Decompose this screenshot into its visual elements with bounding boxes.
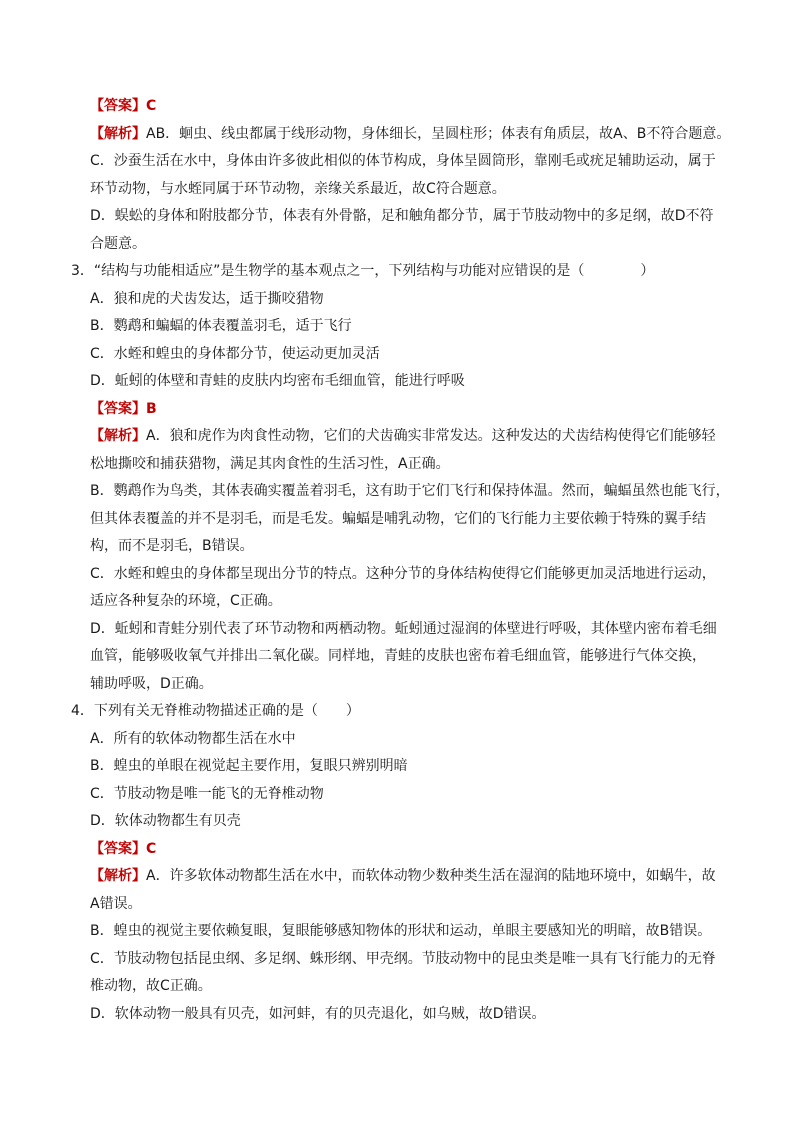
q3-analysis-line-4: 构，而不是羽毛，B错误。 (90, 538, 254, 554)
q4-stem: 4．下列有关无脊椎动物描述正确的是（ ） (71, 703, 360, 719)
q3-option-d: D．蚯蚓的体壁和青蛙的皮肤内均密布毛细血管，能进行呼吸 (90, 373, 465, 389)
analysis-tag: 【解析】 (90, 428, 146, 444)
q2-analysis-line-1: C．沙蚕生活在水中，身体由许多彼此相似的体节构成，身体呈圆筒形，靠刚毛或疣足辅助运动，属于 (90, 153, 716, 169)
q2-analysis-line-0 (71, 121, 733, 149)
analysis-tag: 【解析】 (90, 125, 146, 142)
q4-option-c: C．节肢动物是唯一能飞的无脊椎动物 (90, 785, 324, 802)
q2-analysis-line-2: 环节动物，与水蛭同属于环节动物，亲缘关系最近，故C符合题意。 (90, 180, 506, 197)
q4-analysis-line-2: B．蝗虫的视觉主要依赖复眼，复眼能够感知物体的形状和运动，单眼主要感知光的明暗，故B错误。 (90, 923, 712, 939)
q3-analysis-line-8: 血管，能够吸收氧气并排出二氧化碳。同样地，青蛙的皮肤也密布着毛细血管，能够进行气体交换， (90, 648, 706, 664)
q2-analysis-line-3: D．蜈蚣的身体和附肢都分节，体表有外骨骼，足和触角都分节，属于节肢动物中的多足纲，故D不符 (90, 208, 714, 224)
q4-analysis-line-1: A错误。 (90, 895, 142, 912)
answer-tag: 【答案】 (90, 840, 146, 857)
q4-answer-value: C (146, 840, 157, 857)
q3-analysis-text-0: A．狼和虎作为肉食性动物，它们的犬齿确实非常发达。这种发达的犬齿结构使得它们能够轻 (146, 428, 716, 444)
answer-tag: 【答案】 (90, 98, 146, 114)
q3-stem: 3．“结构与功能相适应”是生物学的基本观点之一，下列结构与功能对应错误的是（ ） (71, 263, 655, 279)
q3-analysis-line-2: B．鹦鹉作为鸟类，其体表确实覆盖着羽毛，这有助于它们飞行和保持体温。然而，蝙蝠虽然也能飞行， (90, 483, 730, 499)
q3-analysis-line-6: 适应各种复杂的环境，C正确。 (90, 593, 282, 609)
q3-analysis-line-1: 松地撕咬和捕获猎物，满足其肉食性的生活习性，A正确。 (90, 455, 450, 472)
q3-option-c: C．水蛭和蝗虫的身体都分节，使运动更加灵活 (90, 345, 380, 362)
q3-option-b: B．鹦鹉和蝙蝠的体表覆盖羽毛，适于飞行 (90, 318, 352, 334)
q4-option-b: B．蝗虫的单眼在视觉起主要作用，复眼只辨别明暗 (90, 758, 408, 774)
analysis-tag: 【解析】 (90, 868, 146, 884)
q4-analysis-line-4: 椎动物，故C正确。 (90, 978, 212, 994)
q3-analysis-line-0 (71, 423, 733, 451)
q3-analysis-line-9: 辅助呼吸，D正确。 (90, 675, 213, 692)
q4-analysis-line-3: C．节肢动物包括昆虫纲、多足纲、蛛形纲、甲壳纲。节肢动物中的昆虫类是唯一具有飞行能力的无脊 (90, 950, 716, 967)
q3-answer-value: B (146, 400, 157, 417)
q2-answer-line (71, 93, 733, 121)
q4-analysis-line-5: D．软体动物一般具有贝壳，如河蚌，有的贝壳退化，如乌贼，故D错误。 (90, 1005, 546, 1022)
q4-option-d: D．软体动物都生有贝壳 (90, 813, 241, 829)
q3-analysis-line-7: D．蚯蚓和青蛙分别代表了环节动物和两栖动物。蚯蚓通过湿润的体壁进行呼吸，其体壁内密布着毛细 (90, 620, 717, 637)
page-content (71, 93, 733, 1028)
q4-analysis-line-0 (71, 863, 733, 891)
q4-answer-line (71, 836, 733, 864)
q3-analysis-line-5: C．水蛭和蝗虫的身体都呈现出分节的特点。这种分节的身体结构使得它们能够更加灵活地进行运动， (90, 565, 716, 582)
q2-analysis-text-0: AB．蛔虫、线虫都属于线形动物，身体细长，呈圆柱形；体表有角质层，故A、B不符合题意。 (146, 125, 731, 142)
answer-tag: 【答案】 (90, 400, 146, 417)
q4-analysis-text-0: A．许多软体动物都生活在水中，而软体动物少数种类生活在湿润的陆地环境中，如蜗牛，故 (146, 868, 716, 884)
q4-option-a: A．所有的软体动物都生活在水中 (90, 730, 296, 747)
q3-option-a: A．狼和虎的犬齿发达，适于撕咬猎物 (90, 290, 324, 307)
q2-answer-value: C (146, 98, 157, 114)
q2-analysis-line-4: 合题意。 (90, 235, 146, 252)
q3-analysis-line-3: 但其体表覆盖的并不是羽毛，而是毛发。蝙蝠是哺乳动物，它们的飞行能力主要依赖于特殊的翼手结 (90, 510, 706, 527)
q3-answer-line (71, 396, 733, 424)
